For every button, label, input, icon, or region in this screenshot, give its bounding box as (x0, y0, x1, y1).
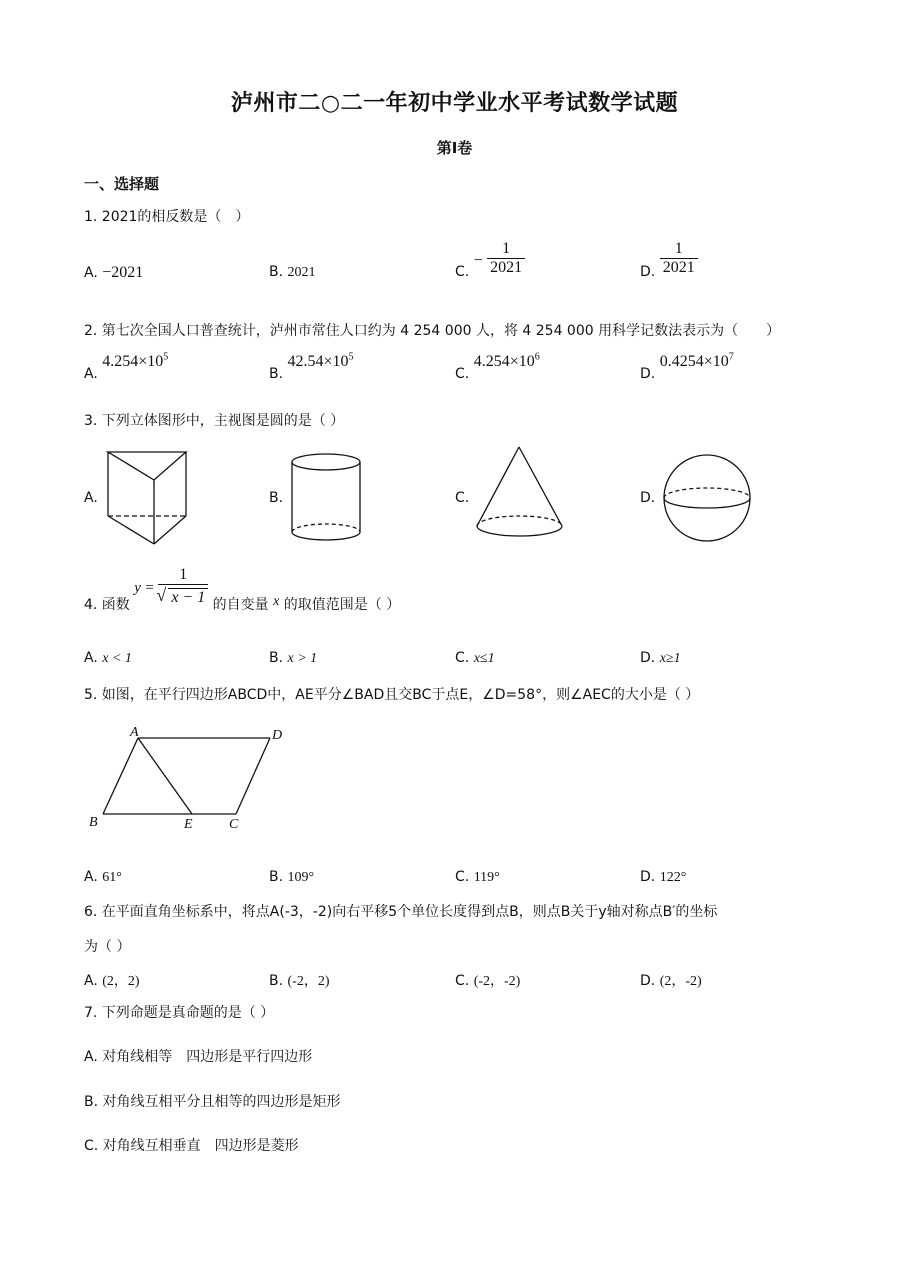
option-label: C. (455, 366, 470, 382)
q3-stem: 3. 下列立体图形中，主视图是圆的是（ ） (84, 413, 345, 429)
q4-stem (84, 566, 400, 614)
sqrt-icon: √ (156, 585, 167, 605)
option-label: C. (455, 264, 470, 280)
minus-sign: − (473, 252, 483, 269)
option-value: 61° (102, 870, 122, 885)
q3-option-c-label: C. (455, 490, 470, 506)
option-value: 2021 (287, 265, 316, 280)
option-value (288, 353, 354, 370)
q7-option-b: B. 对角线互相平分且相等的四边形是矩形 (84, 1094, 341, 1110)
option-value (102, 353, 168, 370)
q6-stem-line2: 为（ ） (84, 939, 131, 955)
volume-label: 第I卷 (436, 139, 473, 157)
vertex-label-b: B (89, 815, 98, 830)
option-value (474, 353, 540, 370)
radicand: x − 1 (171, 589, 206, 606)
base: 0.4254×10 (659, 353, 729, 371)
vertex-label-c: C (229, 817, 239, 832)
q7-option-c: C. 对角线互相垂直 四边形是菱形 (84, 1138, 299, 1154)
q7-option-a: A. 对角线相等 四边形是平行四边形 (84, 1049, 313, 1065)
option-label: D. (640, 650, 656, 666)
sphere-figure (662, 453, 754, 545)
triangular-prism-figure (100, 446, 195, 548)
equals-sign: = (145, 580, 154, 596)
option-label: B. (269, 869, 284, 885)
q2-option-b (269, 352, 354, 382)
denominator-sqrt (156, 585, 208, 607)
base: 4.254×10 (102, 353, 164, 371)
option-label: B. (269, 264, 284, 280)
option-label: C. (455, 650, 470, 666)
page-title: 泸州市二○二一年初中学业水平考试数学试题 (230, 91, 679, 116)
cone-figure (472, 444, 572, 544)
q3-option-b-label: B. (269, 490, 284, 506)
exponent: 5 (163, 352, 169, 363)
variable-x: x (273, 594, 280, 609)
exponent: 5 (348, 352, 354, 363)
q2-stem: 2. 第七次全国人口普查统计，泸州市常住人口约为 4 254 000 人，将 4 254 000 用科学记数法表示为（ ） (84, 323, 781, 339)
q3-option-d-label: D. (640, 490, 656, 506)
vertex-label-a: A (130, 725, 139, 740)
q2-option-a (84, 352, 168, 382)
function-fraction (158, 566, 208, 607)
option-value: −2021 (102, 264, 144, 281)
option-value: (2，2) (102, 974, 140, 989)
parallelogram-figure (86, 722, 296, 834)
option-value: 122° (659, 870, 687, 885)
option-label: D. (640, 264, 656, 280)
q2-option-d (640, 352, 734, 382)
option-label: C. (455, 869, 470, 885)
exponent: 6 (534, 352, 540, 363)
option-label: D. (640, 869, 656, 885)
option-label: A. (84, 366, 98, 382)
option-value: 109° (287, 870, 315, 885)
option-label: A. (84, 869, 98, 885)
option-label: D. (640, 366, 656, 382)
fraction (660, 240, 698, 277)
q1-option-c (455, 240, 525, 280)
q5-option-c (455, 869, 500, 886)
option-value: (2，-2) (659, 974, 702, 989)
option-value: x > 1 (287, 651, 318, 666)
option-label: B. (269, 366, 284, 382)
denominator: 2021 (662, 259, 695, 276)
q6-option-d (640, 970, 702, 990)
base: 4.254×10 (473, 353, 535, 371)
option-label: B. (269, 973, 284, 989)
section-heading: 一、选择题 (84, 175, 160, 193)
function-y: y (134, 580, 141, 596)
q3-option-a-label: A. (84, 490, 98, 506)
cylinder-figure (288, 450, 368, 550)
q6-option-a (84, 970, 140, 990)
fraction (487, 240, 525, 277)
option-value: (-2，-2) (473, 974, 521, 989)
numerator: 1 (158, 566, 208, 585)
q5-option-a (84, 869, 122, 886)
q4-option-d (640, 650, 681, 667)
option-value (660, 353, 734, 370)
q4-option-b (269, 650, 317, 667)
vertex-label-e: E (184, 817, 193, 832)
q5-option-b (269, 869, 314, 886)
q5-stem: 5. 如图，在平行四边形ABCD中，AE平分∠BAD且交BC于点E，∠D=58°，则∠AEC的大小是（ ） (84, 687, 700, 703)
option-value: x≤1 (473, 651, 495, 666)
stem-suffix-a: 的自变量 (212, 597, 269, 613)
stem-suffix-b: 的取值范围是（ ） (283, 597, 401, 613)
option-label: A. (84, 265, 98, 281)
option-label: B. (269, 650, 284, 666)
q2-option-c (455, 352, 540, 382)
option-value: 119° (473, 870, 500, 885)
option-label: A. (84, 650, 98, 666)
base: 42.54×10 (287, 353, 349, 371)
numerator: 1 (487, 240, 525, 259)
q7-stem: 7. 下列命题是真命题的是（ ） (84, 1005, 275, 1021)
vertex-label-d: D (272, 728, 283, 743)
q6-option-b (269, 970, 330, 990)
q6-stem-line1: 6. 在平面直角坐标系中，将点A(-3，-2)向右平移5个单位长度得到点B，则点B关于y轴对称点B′的坐标 (84, 904, 718, 920)
q4-option-a (84, 650, 132, 667)
q6-option-c (455, 970, 520, 990)
option-value: x < 1 (102, 651, 132, 666)
q5-option-d (640, 869, 686, 886)
option-label: A. (84, 973, 98, 989)
option-label: D. (640, 973, 656, 989)
denominator: 2021 (490, 259, 523, 276)
option-value: x≥1 (659, 651, 681, 666)
option-value: (-2，2) (287, 974, 330, 989)
numerator: 1 (660, 240, 698, 259)
q1-option-a (84, 264, 143, 282)
option-label: C. (455, 973, 470, 989)
exponent: 7 (728, 352, 734, 363)
q1-stem: 1. 2021的相反数是（ ） (84, 209, 250, 225)
q1-option-b (269, 264, 316, 281)
stem-prefix: 4. 函数 (84, 597, 130, 613)
q4-option-c (455, 650, 495, 667)
q1-option-d (640, 240, 698, 280)
